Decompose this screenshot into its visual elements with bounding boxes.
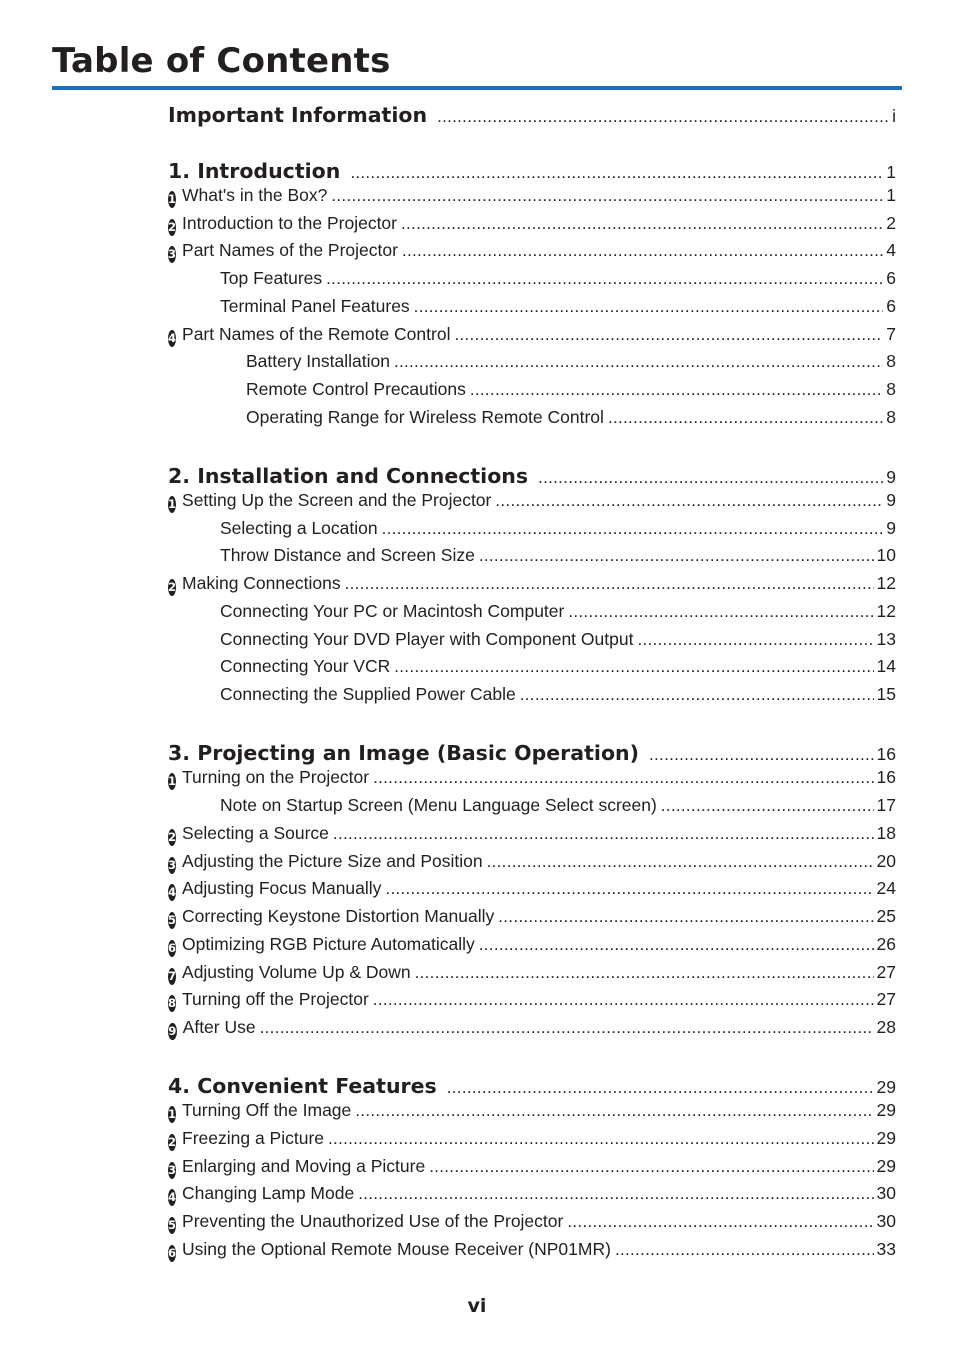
toc-entry-label: 2. Installation and Connections — [168, 464, 529, 488]
dot-leader — [429, 1157, 873, 1177]
toc-entry-page: 29 — [876, 1156, 896, 1176]
toc-entry-page: 29 — [876, 1100, 896, 1120]
toc-entry-page: 33 — [876, 1239, 896, 1259]
dot-leader — [394, 657, 873, 677]
step-number-badge: 2 — [168, 220, 177, 234]
toc-entry-page: 1 — [886, 162, 896, 182]
page-number: vi — [467, 1295, 487, 1317]
toc-entry-page: 29 — [876, 1128, 896, 1148]
dot-leader — [479, 935, 874, 955]
toc-entry[interactable] — [220, 629, 896, 650]
toc-entry-label: What's in the Box? — [182, 185, 328, 205]
toc-entry-label: 3. Projecting an Image (Basic Operation) — [168, 741, 639, 765]
dot-leader — [385, 879, 873, 899]
step-number-badge: 1 — [168, 1107, 177, 1121]
toc-entry-label: Top Features — [220, 268, 323, 288]
toc-entry-label: Introduction to the Projector — [182, 213, 397, 233]
step-number-badge: 3 — [168, 247, 177, 261]
toc-entry-page: 18 — [876, 823, 896, 843]
toc-entry-page: 16 — [876, 744, 896, 764]
dot-leader — [479, 546, 874, 566]
toc-entry-page: 9 — [886, 518, 896, 538]
dot-leader — [454, 325, 883, 345]
toc-entry-page: 12 — [876, 601, 896, 621]
dot-leader — [373, 990, 874, 1010]
toc-entry[interactable] — [168, 1100, 896, 1121]
toc-entry-page: 9 — [886, 467, 896, 487]
toc-entry[interactable] — [168, 1017, 896, 1038]
dot-leader — [495, 491, 883, 511]
step-number-badge: 4 — [168, 885, 177, 899]
toc-entry[interactable] — [246, 379, 896, 400]
toc-section-heading[interactable] — [168, 103, 896, 127]
dot-leader — [608, 408, 883, 428]
toc-entry[interactable] — [168, 823, 896, 844]
step-number-badge: 1 — [168, 497, 177, 511]
step-number-badge: 3 — [168, 1163, 177, 1177]
dot-leader — [373, 768, 873, 788]
dot-leader — [402, 241, 883, 261]
dot-leader — [568, 602, 873, 622]
toc-entry[interactable] — [168, 906, 896, 927]
toc-entry-label: After Use — [182, 1017, 256, 1037]
toc-entry[interactable] — [168, 1128, 896, 1149]
dot-leader — [331, 186, 883, 206]
dot-leader — [538, 468, 883, 488]
toc-entry-label: Selecting a Source — [182, 823, 329, 843]
dot-leader — [637, 630, 873, 650]
toc-entry[interactable] — [168, 240, 896, 261]
toc-entry-label: Changing Lamp Mode — [182, 1183, 355, 1203]
toc-entry-label: Freezing a Picture — [182, 1128, 325, 1148]
toc-entry[interactable] — [246, 351, 896, 372]
toc-entry-label: Making Connections — [182, 573, 341, 593]
toc-entry[interactable] — [168, 934, 896, 955]
dot-leader — [382, 519, 884, 539]
toc-entry-page: 8 — [886, 351, 896, 371]
toc-entry-page: i — [892, 106, 896, 126]
toc-entry[interactable] — [220, 684, 896, 705]
toc-entry-label: Turning on the Projector — [182, 767, 370, 787]
toc-entry-page: 16 — [876, 767, 896, 787]
toc-entry-label: Correcting Keystone Distortion Manually — [182, 906, 495, 926]
toc-entry-label: Turning Off the Image — [182, 1100, 352, 1120]
toc-entry-label: Preventing the Unauthorized Use of the Projector — [182, 1211, 564, 1231]
toc-entry-label: Adjusting Focus Manually — [182, 878, 382, 898]
toc-entry-page: 1 — [886, 185, 896, 205]
toc-entry-page: 30 — [876, 1211, 896, 1231]
toc-entry[interactable] — [220, 601, 896, 622]
toc-entry[interactable] — [168, 1239, 896, 1260]
toc-entry-page: 27 — [876, 989, 896, 1009]
toc-entry-label: Part Names of the Projector — [182, 240, 398, 260]
toc-entry-page: 10 — [876, 545, 896, 565]
dot-leader — [328, 1129, 874, 1149]
page-title: Table of Contents — [52, 41, 391, 81]
dot-leader — [333, 824, 874, 844]
toc-entry[interactable] — [168, 767, 896, 788]
dot-leader — [355, 1101, 873, 1121]
toc-entry[interactable] — [220, 268, 896, 289]
toc-entry-page: 14 — [876, 656, 896, 676]
toc-entry[interactable] — [220, 545, 896, 566]
toc-entry-page: 6 — [886, 268, 896, 288]
toc-entry[interactable] — [168, 324, 896, 345]
dot-leader — [414, 297, 884, 317]
toc-entry[interactable] — [168, 1156, 896, 1177]
dot-leader — [567, 1212, 873, 1232]
toc-entry[interactable] — [168, 878, 896, 899]
toc-entry-page: 2 — [886, 213, 896, 233]
toc-entry[interactable] — [168, 490, 896, 511]
toc-entry-page: 12 — [876, 573, 896, 593]
toc-entry-page: 17 — [876, 795, 896, 815]
toc-entry-page: 24 — [876, 878, 896, 898]
toc-entry-label: Operating Range for Wireless Remote Control — [246, 407, 604, 427]
step-number-badge: 1 — [168, 192, 177, 206]
toc-entry-page: 27 — [876, 962, 896, 982]
toc-entry-page: 25 — [876, 906, 896, 926]
toc-entry-label: Adjusting the Picture Size and Position — [182, 851, 483, 871]
dot-leader — [470, 380, 883, 400]
toc-entry[interactable] — [168, 1183, 896, 1204]
dot-leader — [447, 1078, 874, 1098]
toc-entry[interactable] — [220, 656, 896, 677]
dot-leader — [326, 269, 883, 289]
toc-entry[interactable] — [220, 296, 896, 317]
toc-entry-label: Setting Up the Screen and the Projector — [182, 490, 492, 510]
toc-entry[interactable] — [220, 795, 896, 816]
toc-entry-label: Remote Control Precautions — [246, 379, 466, 399]
toc-entry[interactable] — [168, 1211, 896, 1232]
dot-leader — [649, 745, 874, 765]
toc-entry-page: 29 — [876, 1077, 896, 1097]
toc-entry[interactable] — [168, 989, 896, 1010]
step-number-badge: 5 — [168, 1218, 177, 1232]
dot-leader — [415, 963, 874, 983]
toc-entry[interactable] — [168, 213, 896, 234]
toc-entry-page: 4 — [886, 240, 896, 260]
dot-leader — [401, 214, 883, 234]
dot-leader — [487, 852, 874, 872]
dot-leader — [350, 163, 883, 183]
dot-leader — [498, 907, 873, 927]
dot-leader — [260, 1018, 874, 1038]
dot-leader — [394, 352, 883, 372]
toc-section-heading[interactable] — [168, 464, 896, 488]
step-number-badge: 9 — [168, 1024, 177, 1038]
step-number-badge: 2 — [168, 1135, 177, 1149]
toc-section-heading[interactable] — [168, 1074, 896, 1098]
toc-entry[interactable] — [168, 573, 896, 594]
toc-entry-page: 9 — [886, 490, 896, 510]
toc-entry-label: Connecting Your PC or Macintosh Computer — [220, 601, 565, 621]
toc-entry[interactable] — [168, 962, 896, 983]
step-number-badge: 5 — [168, 913, 177, 927]
toc-entry-page: 26 — [876, 934, 896, 954]
toc-entry-label: 4. Convenient Features — [168, 1074, 437, 1098]
toc-entry-label: Connecting Your VCR — [220, 656, 391, 676]
dot-leader — [437, 107, 889, 127]
toc-entry-page: 8 — [886, 407, 896, 427]
step-number-badge: 1 — [168, 774, 177, 788]
toc-entry-label: Optimizing RGB Picture Automatically — [182, 934, 475, 954]
toc-entry-page: 13 — [876, 629, 896, 649]
toc-entry-label: Using the Optional Remote Mouse Receiver (NP01MR) — [182, 1239, 611, 1259]
dot-leader — [345, 574, 874, 594]
dot-leader — [520, 685, 874, 705]
toc-entry-label: Connecting the Supplied Power Cable — [220, 684, 516, 704]
toc-entry-label: Note on Startup Screen (Menu Language Select screen) — [220, 795, 657, 815]
toc-entry-page: 15 — [876, 684, 896, 704]
step-number-badge: 8 — [168, 996, 177, 1010]
toc-section-heading[interactable] — [168, 741, 896, 765]
step-number-badge: 6 — [168, 941, 177, 955]
dot-leader — [615, 1240, 874, 1260]
toc-entry-page: 30 — [876, 1183, 896, 1203]
step-number-badge: 7 — [168, 969, 177, 983]
toc-entry-label: Enlarging and Moving a Picture — [182, 1156, 426, 1176]
toc-entry-page: 28 — [876, 1017, 896, 1037]
toc-entry-label: Important Information — [168, 103, 428, 127]
toc-entry-label: Adjusting Volume Up & Down — [182, 962, 411, 982]
toc-entry-page: 8 — [886, 379, 896, 399]
step-number-badge: 2 — [168, 830, 177, 844]
toc-entry-label: 1. Introduction — [168, 159, 341, 183]
toc-entry[interactable] — [246, 407, 896, 428]
toc-entry-label: Battery Installation — [246, 351, 390, 371]
toc-entry-label: Part Names of the Remote Control — [182, 324, 451, 344]
toc-entry-page: 7 — [886, 324, 896, 344]
step-number-badge: 6 — [168, 1246, 177, 1260]
step-number-badge: 3 — [168, 858, 177, 872]
toc-entry[interactable] — [168, 851, 896, 872]
toc-entry-page: 20 — [876, 851, 896, 871]
toc-entry-label: Throw Distance and Screen Size — [220, 545, 475, 565]
toc-entry-label: Selecting a Location — [220, 518, 378, 538]
toc-entry-label: Terminal Panel Features — [220, 296, 410, 316]
toc-section-heading[interactable] — [168, 159, 896, 183]
step-number-badge: 4 — [168, 331, 177, 345]
dot-leader — [358, 1184, 873, 1204]
toc-entry[interactable] — [168, 185, 896, 206]
dot-leader — [661, 796, 874, 816]
toc-entry[interactable] — [220, 518, 896, 539]
step-number-badge: 2 — [168, 580, 177, 594]
step-number-badge: 4 — [168, 1190, 177, 1204]
toc-entry-page: 6 — [886, 296, 896, 316]
toc-entry-label: Connecting Your DVD Player with Component Output — [220, 629, 634, 649]
toc-entry-label: Turning off the Projector — [182, 989, 369, 1009]
